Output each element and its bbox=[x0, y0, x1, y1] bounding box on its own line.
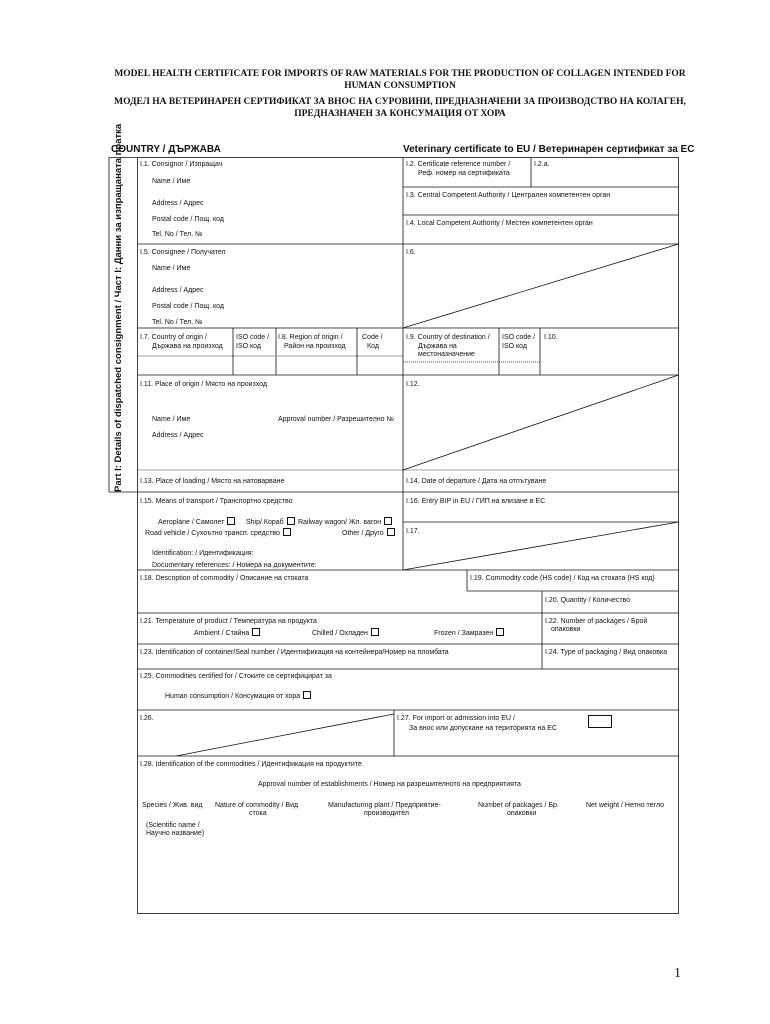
field-i8-region-origin: I.8. Region of origin / bbox=[278, 334, 343, 341]
field-i9-bg-1: Държава на bbox=[418, 343, 457, 350]
field-i17: I.17. bbox=[406, 528, 420, 535]
consignee-address-label: Address / Адрес bbox=[152, 287, 204, 294]
field-i2a: I.2.a. bbox=[534, 161, 550, 168]
title-bulgarian: МОДЕЛ НА ВЕТЕРИНАРЕН СЕРТИФИКАТ ЗА ВНОС НА СУРОВИНИ, ПРЕДНАЗНАЧЕНИ ЗА ПРОИЗВОДСТВО НА КОЛАГЕН, ПРЕДНАЗНАЧЕН ЗА КОНСУМАЦИЯ ОТ ХОРА bbox=[114, 97, 686, 119]
field-i10: I.10. bbox=[544, 334, 558, 341]
field-i6: I.6. bbox=[406, 249, 416, 256]
human-consumption-checkbox[interactable] bbox=[303, 691, 311, 699]
i9-iso-code-bg: ISO код bbox=[502, 343, 527, 350]
temp-ambient: Ambient / Стайна bbox=[194, 628, 260, 638]
road-vehicle-checkbox[interactable] bbox=[283, 528, 291, 536]
col-nature-bg: стока bbox=[249, 810, 267, 817]
col-species: Species / Жив. вид bbox=[142, 802, 203, 809]
col-num-packages: Number of packages / Бр. bbox=[478, 802, 559, 809]
title-english: MODEL HEALTH CERTIFICATE FOR IMPORTS OF RAW MATERIALS FOR THE PRODUCTION OF COLLAGEN INTENDED FOR HUMAN CONSUMPTION bbox=[114, 69, 686, 91]
i7-iso-code: ISO code / bbox=[236, 334, 270, 341]
consignee-postal-label: Postal code / Пощ. код bbox=[152, 303, 224, 310]
transport-ship: Ship/ Кораб bbox=[246, 517, 295, 527]
field-i15-means-transport: I.15. Means of transport / Транспортно средство bbox=[140, 498, 293, 505]
aeroplane-checkbox[interactable] bbox=[227, 517, 235, 525]
field-i19-commodity-code: I.19. Commodity code (HS code) / Код на стоката (HS код) bbox=[470, 575, 655, 582]
field-i16-entry-bip: I.16. Entry BIP in EU / ГИП на влизане в ЕС bbox=[406, 498, 546, 505]
field-i13-place-loading: I.13. Place of loading / Място на натоварване bbox=[140, 478, 285, 485]
field-i9-country-destination: I.9. Country of destination / bbox=[406, 334, 490, 341]
railway-checkbox[interactable] bbox=[384, 517, 392, 525]
field-i24-packaging-type: I.24. Type of packaging / Вид опаковка bbox=[545, 649, 668, 656]
place-origin-approval-label: Approval number / Разрешително № bbox=[278, 416, 394, 423]
field-i22-packages-bg: опаковки bbox=[551, 626, 581, 633]
col-net-weight: Net weight / Нетно тегло bbox=[586, 802, 665, 809]
i7-iso-code-bg: ISO код bbox=[236, 343, 261, 350]
i27-checkbox[interactable] bbox=[588, 715, 612, 728]
consignor-tel-label: Tel. No / Тел. № bbox=[152, 231, 203, 238]
consignee-tel-label: Tel. No / Тел. № bbox=[152, 319, 203, 326]
page-number: 1 bbox=[674, 966, 681, 981]
col-manufacturing: Manufacturing plant / Предприятие- bbox=[328, 802, 441, 809]
consignor-address-label: Address / Адрес bbox=[152, 200, 204, 207]
field-i7-country-origin-bg: Държава на произход bbox=[152, 343, 223, 350]
place-origin-address-label: Address / Адрес bbox=[152, 432, 204, 439]
place-origin-name-label: Name / Име bbox=[152, 416, 191, 423]
field-i8-region-origin-bg: Район на произход bbox=[284, 343, 346, 350]
i9-iso-code: ISO code / bbox=[502, 334, 536, 341]
field-i3-central-authority: I.3. Central Competent Authority / Централен компетентен орган bbox=[406, 192, 611, 199]
field-i1-consignor: I.1. Consignor / Изпращач bbox=[140, 161, 223, 168]
field-i26: I.26. bbox=[140, 715, 154, 722]
transport-road: Road vehicle / Сухоътно трансп. средство bbox=[145, 528, 291, 538]
field-i20-quantity: I.20. Quantity / Количество bbox=[545, 597, 631, 604]
col-manufacturing-bg: производител bbox=[364, 810, 409, 817]
field-i23-container: I.23. Identification of container/Seal number / Идентификация на контейнера/Номер на пломбата bbox=[140, 649, 449, 656]
frozen-checkbox[interactable] bbox=[496, 628, 504, 636]
field-i28-identification: I.28. Identification of the commodities / Идентификация на продуктите bbox=[140, 761, 362, 768]
field-i25-certified-for: I.25. Commodities certified for / Стоките се сертифицират за bbox=[140, 673, 332, 680]
col-nature: Nature of commodity / Вид bbox=[215, 802, 299, 809]
field-i4-local-authority: I.4. Local Competent Authority / Местен компетентен орган bbox=[406, 220, 593, 227]
field-i27-import-bg: За внос или допускане на територията на ЕС bbox=[409, 725, 557, 732]
field-i9-bg-2: местоназначение bbox=[418, 351, 475, 358]
consignor-name-label: Name / Име bbox=[152, 178, 191, 185]
field-i14-date-departure: I.14. Date of departure / Дата на отпътуване bbox=[406, 478, 547, 485]
field-i18-description: I.18. Description of commodity / Описание на стоката bbox=[140, 575, 309, 582]
col-num-packages-bg: опаковки bbox=[507, 810, 537, 817]
col-scientific: (Scientific name / bbox=[146, 822, 200, 829]
country-label: COUNTRY / ДЪРЖАВА bbox=[111, 144, 221, 155]
other-checkbox[interactable] bbox=[387, 528, 395, 536]
i8-code-bg: Код bbox=[367, 343, 379, 350]
field-i7-country-origin: I.7. Country of origin / bbox=[140, 334, 207, 341]
chilled-checkbox[interactable] bbox=[371, 628, 379, 636]
field-i27-import: I.27. For import or admission into EU / bbox=[397, 715, 515, 722]
part-one-side-label: Part I: Details of dispatched consignment / Част I: Данни за изпращаната пратка bbox=[113, 123, 124, 492]
col-scientific-bg: Научно название) bbox=[146, 830, 205, 837]
approval-establishments: Approval number of establishments / Номер на разрешителното на предприятията bbox=[258, 781, 521, 788]
field-i21-temperature: I.21. Temperature of product / Температура на продукта bbox=[140, 618, 317, 625]
transport-documentary-references: Documentary references: / Номера на документите: bbox=[152, 562, 317, 569]
transport-identification: Identification: / Идентификация: bbox=[152, 550, 254, 557]
vet-cert-label: Veterinary certificate to EU / Ветеринарен сертификат за ЕС bbox=[403, 144, 695, 155]
field-i2-reference: I.2. Certificate reference number / bbox=[406, 161, 511, 168]
consignor-postal-label: Postal code / Пощ. код bbox=[152, 216, 224, 223]
ship-checkbox[interactable] bbox=[287, 517, 295, 525]
field-i5-consignee: I.5. Consignee / Получател bbox=[140, 249, 226, 256]
ambient-checkbox[interactable] bbox=[252, 628, 260, 636]
transport-other: Other / Друго bbox=[342, 528, 395, 538]
field-i22-packages: I.22. Number of packages / Брой bbox=[545, 618, 648, 625]
human-consumption: Human consumption / Консумация от хора bbox=[165, 691, 311, 701]
field-i2-reference-bg: Реф. номер на сертификата bbox=[418, 170, 510, 177]
field-i11-place-origin: I.11. Place of origin / Място на произход bbox=[140, 381, 267, 388]
field-i12: I.12. bbox=[406, 381, 420, 388]
transport-railway: Railway wagon/ Жл. вагон bbox=[298, 517, 392, 527]
i8-code: Code / bbox=[362, 334, 383, 341]
transport-aeroplane: Aeroplane / Самолет bbox=[158, 517, 235, 527]
consignee-name-label: Name / Име bbox=[152, 265, 191, 272]
temp-frozen: Frozen / Замразен bbox=[434, 628, 504, 638]
temp-chilled: Chilled / Охладен bbox=[312, 628, 379, 638]
